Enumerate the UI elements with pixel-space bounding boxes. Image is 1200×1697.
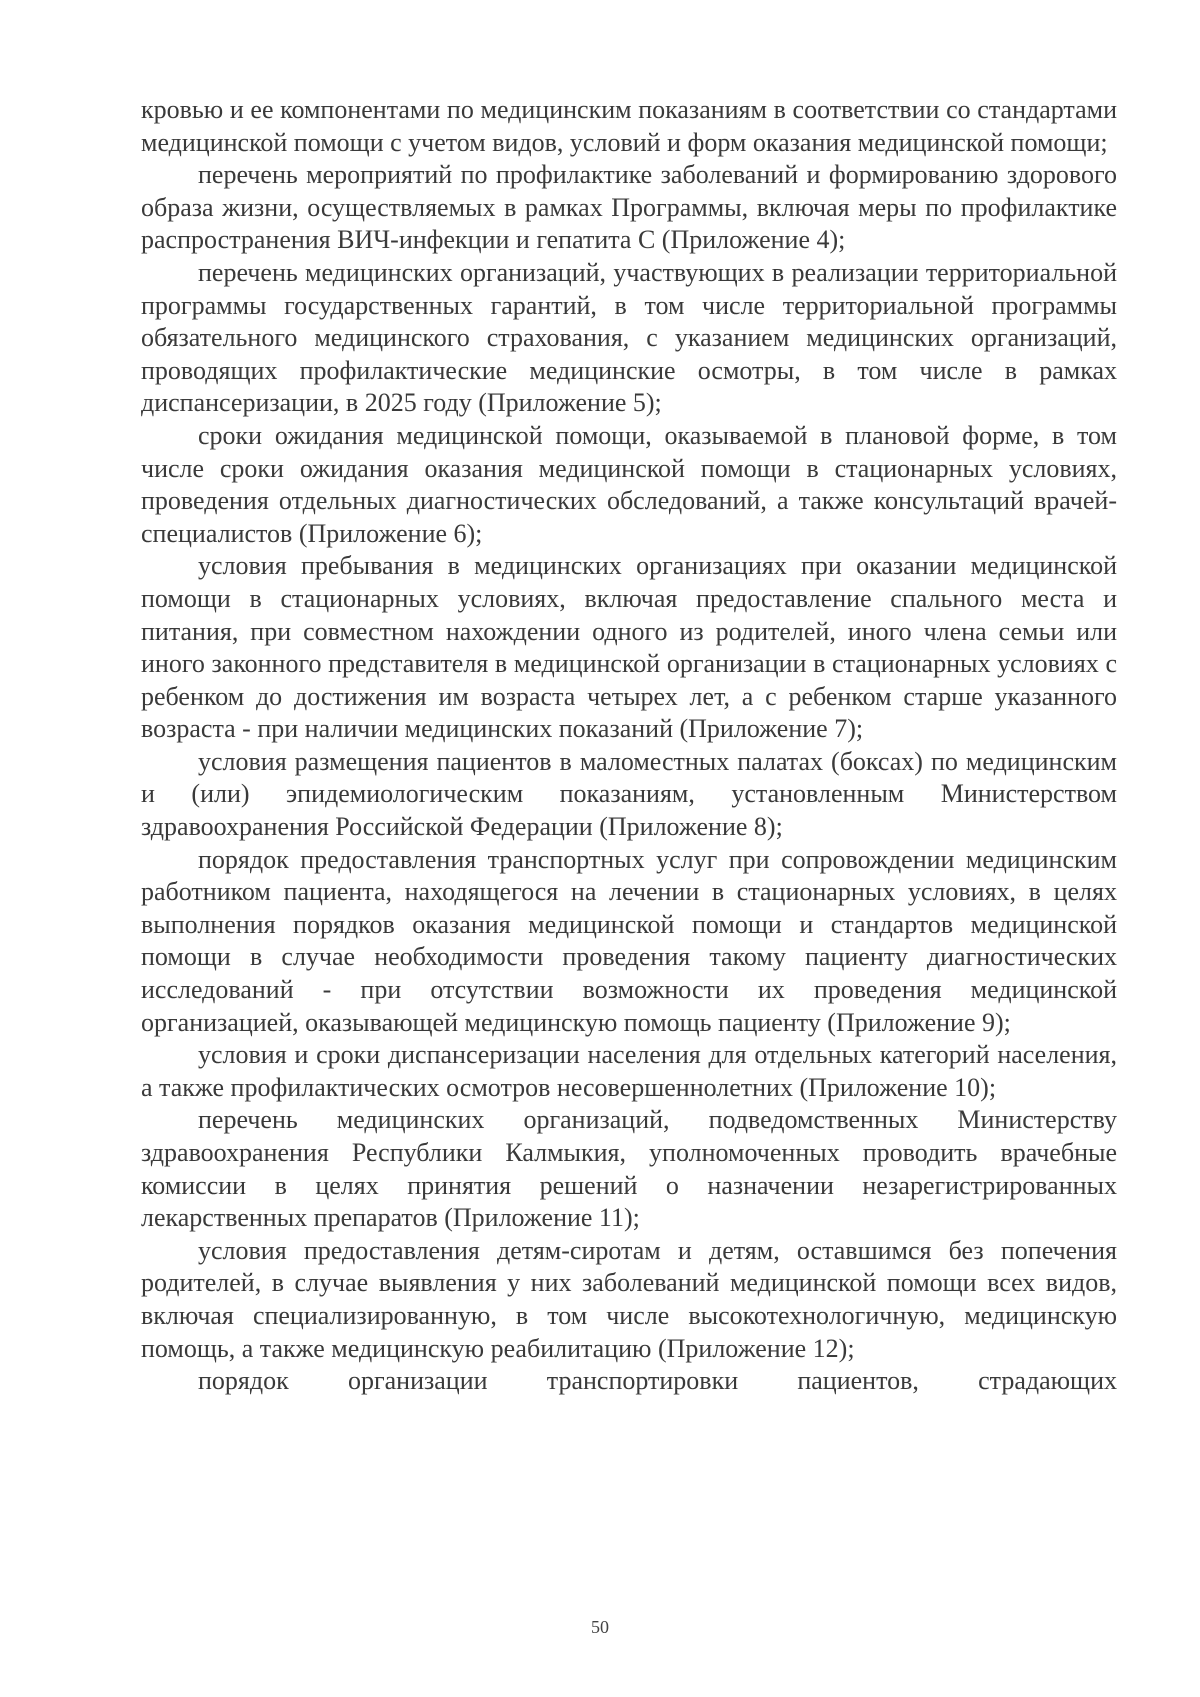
document-body: [141, 94, 1117, 1398]
paragraph-patient-transport: порядок организации транспортировки пациентов, страдающих: [198, 1366, 1117, 1396]
paragraph-stay-conditions: условия пребывания в медицинских организациях при оказании медицинской помощи в стационарных условиях, включая предоставление спального места и питания, при совместном нахождении одного из родителей, иного члена семьи или иного законного представителя в медицинской организации в стационарных условиях с ребенком до достижения им возраста четырех лет, а с ребенком старше указанного возраста - при наличии медицинских показаний (Приложение 7);: [141, 551, 1117, 744]
paragraph-waiting-times: сроки ожидания медицинской помощи, оказываемой в плановой форме, в том числе сроки ожидания оказания медицинской помощи в стационарных условиях, проведения отдельных диагностических обследований, а также консультаций врачей-специалистов (Приложение 6);: [141, 420, 1117, 548]
page-number: 50: [591, 1617, 609, 1637]
paragraph-transport-services: порядок предоставления транспортных услуг при сопровождении медицинским работником пациента, находящегося на лечении в стационарных условиях, в целях выполнения порядков оказания медицинской помощи и стандартов медицинской помощи в случае необходимости проведения такому пациенту диагностических исследований - при отсутствии возможности их проведения медицинской организацией, оказывающей медицинскую помощь пациенту (Приложение 9);: [141, 844, 1117, 1037]
paragraph-medical-organizations-list: перечень медицинских организаций, участвующих в реализации территориальной программы государственных гарантий, в том числе территориальной программы обязательного медицинского страхования, с указанием медицинских организаций, проводящих профилактические медицинские осмотры, в том числе в рамках диспансеризации, в 2025 году (Приложение 5);: [141, 257, 1117, 418]
paragraph-small-wards: условия размещения пациентов в маломестных палатах (боксах) по медицинским и (или) эпидемиологическим показаниям, установленным Министерством здравоохранения Российской Федерации (Приложение 8);: [141, 746, 1117, 842]
paragraph-dispensarization: условия и сроки диспансеризации населения для отдельных категорий населения, а также профилактических осмотров несовершеннолетних (Приложение 10);: [141, 1040, 1117, 1102]
paragraph-prevention-measures: перечень мероприятий по профилактике заболеваний и формированию здорового образа жизни, осуществляемых в рамках Программы, включая меры по профилактике распространения ВИЧ-инфекции и гепатита С (Приложение 4);: [141, 160, 1117, 255]
paragraph-orphans-care: условия предоставления детям-сиротам и детям, оставшимся без попечения родителей, в случае выявления у них заболеваний медицинской помощи всех видов, включая специализированную, в том числе высокотехнологичную, медицинскую помощь, а также медицинскую реабилитацию (Приложение 12);: [141, 1235, 1117, 1363]
paragraph-medical-commissions: перечень медицинских организаций, подведомственных Министерству здравоохранения Республики Калмыкия, уполномоченных проводить врачебные комиссии в целях принятия решений о назначении незарегистрированных лекарственных препаратов (Приложение 11);: [141, 1105, 1117, 1233]
paragraph-blood-components: кровью и ее компонентами по медицинским показаниям в соответствии со стандартами медицинской помощи с учетом видов, условий и форм оказания медицинской помощи;: [141, 95, 1117, 157]
